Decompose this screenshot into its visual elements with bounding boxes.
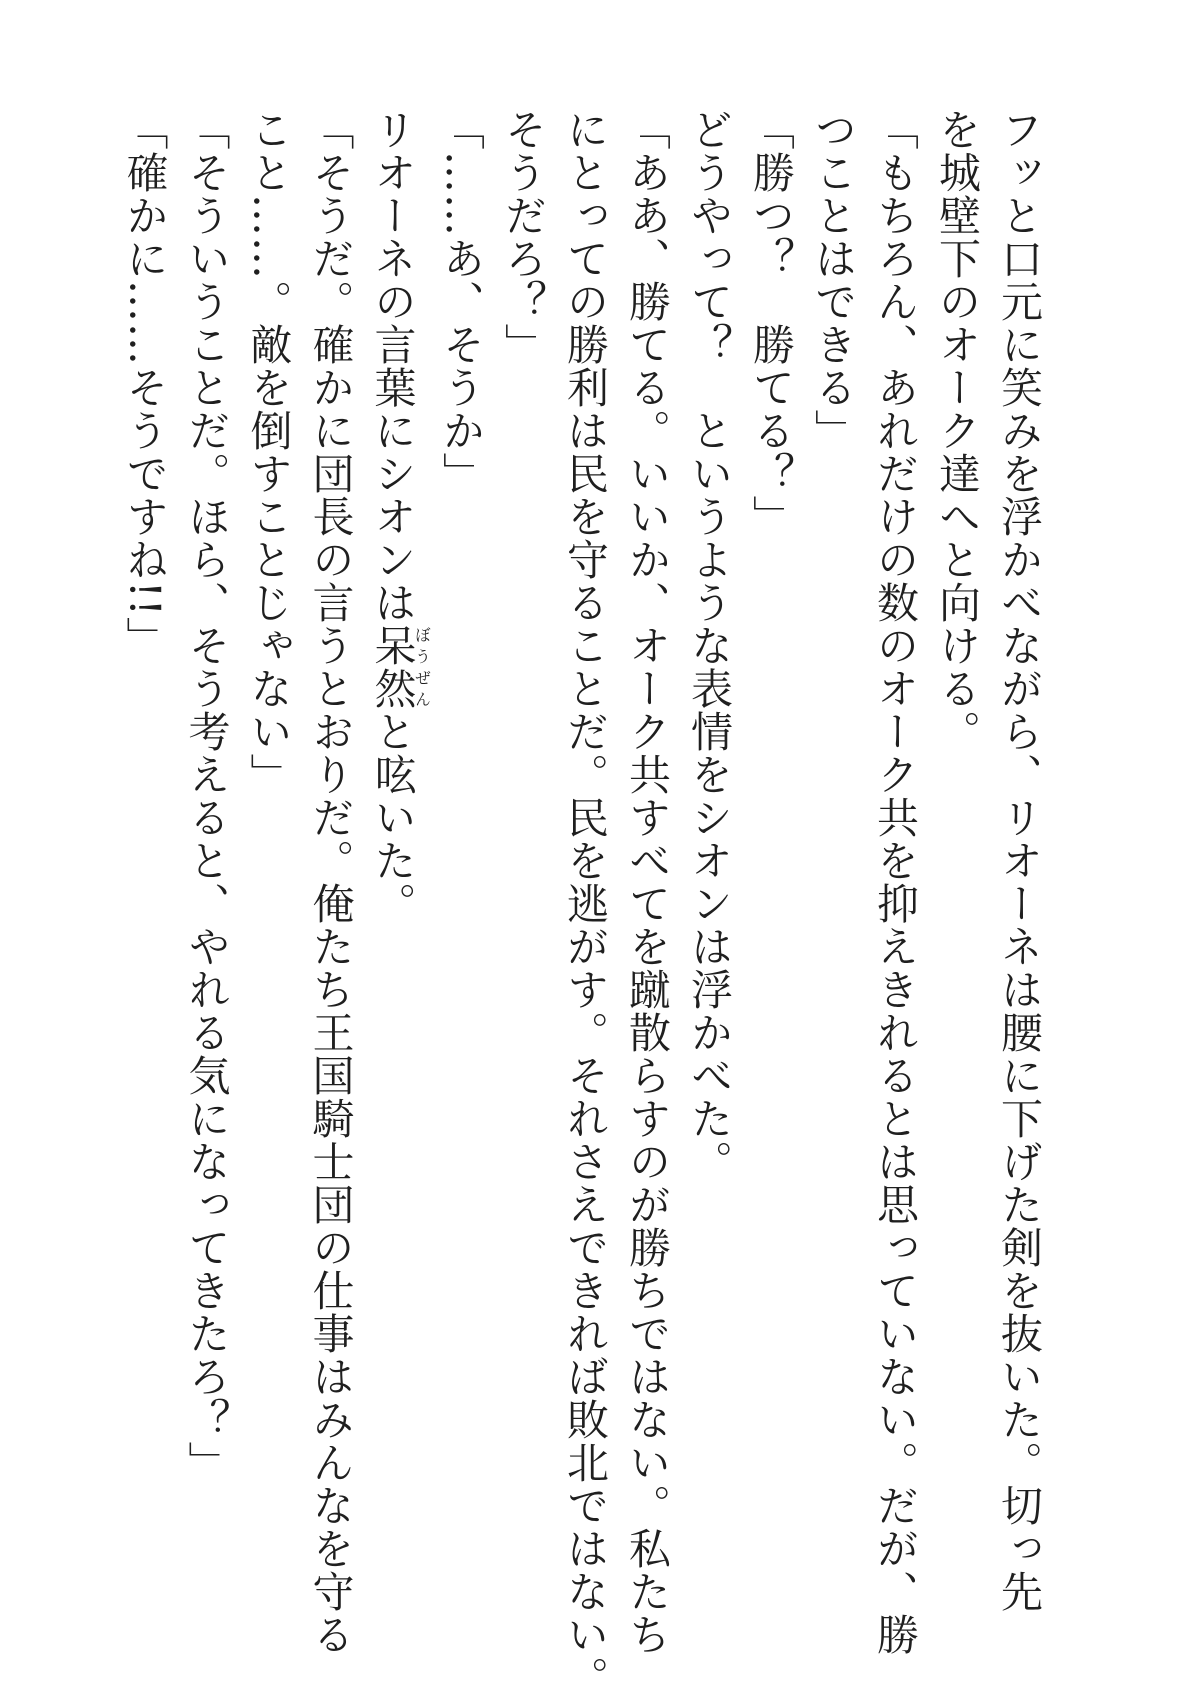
- text-line-3: 「もちろん、あれだけの数のオーク共を抑えきれるとは思っていない。だが、勝: [871, 108, 920, 1656]
- text-line-11-after: と呟いた。: [368, 710, 418, 925]
- text-line-5: 「勝つ？ 勝てる？」: [747, 108, 796, 538]
- text-line-7: 「ああ、勝てる。いいか、オーク共すべてを蹴散らすのが勝ちではない。私たち: [623, 108, 672, 1656]
- text-line-11: [362, 108, 431, 1408]
- text-line-14: 「そういうことだ。ほら、そう考えると、やれる気になってきたろ？」: [182, 108, 232, 1484]
- text-line-1: フッと口元に笑みを浮かべながら、リオーネは腰に下げた剣を抜いた。切っ先: [995, 108, 1044, 1613]
- text-line-4: つことはできる」: [809, 108, 858, 452]
- text-line-10: 「……あ、そうか」: [437, 108, 486, 495]
- vertical-text-body: [114, 108, 1051, 1699]
- text-line-6: どうやって？ というような表情をシオンは浮かべた。: [685, 108, 734, 1183]
- text-line-12: 「そうだ。確かに団長の言うとおりだ。俺たち王国騎士団の仕事はみんなを守る: [306, 108, 356, 1656]
- ruby-reading: ぼうぜん: [412, 624, 432, 710]
- ruby-base: 呆然: [368, 624, 418, 710]
- text-line-11-before: リオーネの言葉にシオンは: [368, 108, 418, 624]
- text-line-15: 「確かに……そうですね!!」: [120, 108, 170, 660]
- text-line-2: を城壁下のオーク達へと向ける。: [933, 108, 982, 753]
- text-line-9: そうだろ？」: [499, 108, 548, 366]
- text-line-8: にとっての勝利は民を守ることだ。民を逃がす。それさえできれば敗北ではない。: [561, 108, 610, 1699]
- ruby-annotation: [368, 624, 432, 710]
- text-line-13: こと……。敵を倒すことじゃない」: [244, 108, 294, 796]
